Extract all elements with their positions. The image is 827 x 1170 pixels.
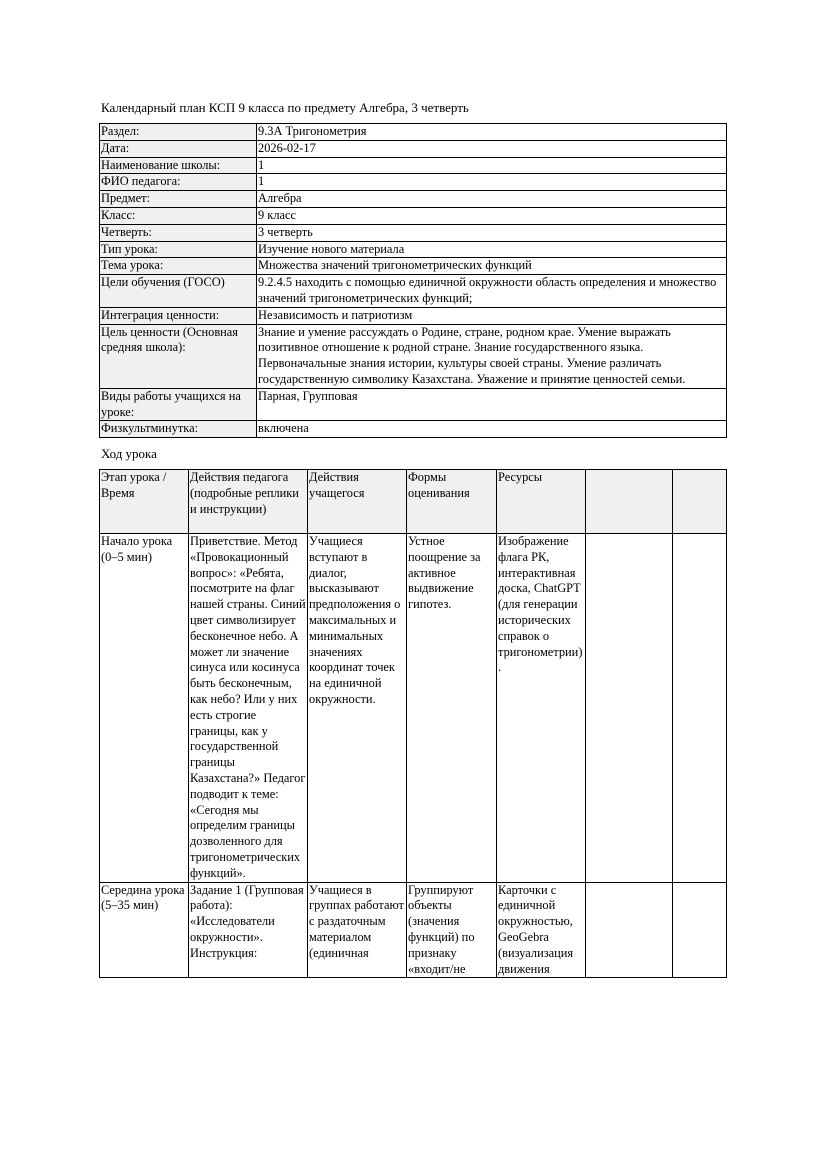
info-value: Независимость и патриотизм — [257, 307, 727, 324]
info-label: Интеграция ценности: — [100, 307, 257, 324]
teacher-cell: Задание 1 (Групповая работа): «Исследователи окружности». Инструкция: — [189, 882, 308, 978]
lesson-flow-table — [99, 469, 727, 978]
stage-cell: Середина урока (5–35 мин) — [100, 882, 189, 978]
info-label: ФИО педагога: — [100, 174, 257, 191]
info-label: Тема урока: — [100, 258, 257, 275]
page-title: Календарный план КСП 9 класса по предмету Алгебра, 3 четверть — [101, 100, 469, 115]
header-resources: Ресурсы — [497, 470, 586, 534]
resources-cell: Карточки с единичной окружностью, GeoGebra (визуализация движения — [497, 882, 586, 978]
assessment-cell: Группируют объекты (значения функций) по признаку «входит/не — [407, 882, 497, 978]
extra-cell — [586, 882, 673, 978]
info-value: 9 класс — [257, 207, 727, 224]
stage-cell: Начало урока (0–5 мин) — [100, 534, 189, 883]
info-value: Изучение нового материала — [257, 241, 727, 258]
info-value: Множества значений тригонометрических функций — [257, 258, 727, 275]
info-value: 3 четверть — [257, 224, 727, 241]
info-label: Дата: — [100, 140, 257, 157]
header-stage: Этап урока / Время — [100, 470, 189, 534]
info-label: Цели обучения (ГОСО) — [100, 275, 257, 308]
info-value: 9.3А Тригонометрия — [257, 124, 727, 141]
extra-cell — [673, 882, 727, 978]
info-value: 2026-02-17 — [257, 140, 727, 157]
assessment-cell: Устное поощрение за активное выдвижение гипотез. — [407, 534, 497, 883]
info-label: Четверть: — [100, 224, 257, 241]
info-value: Знание и умение рассуждать о Родине, стране, родном крае. Умение выражать позитивное отношение к родной стране. Знание государственного языка. Первоначальные знания истории, культуры своей страны. Умение различать государственную символику Казахстана. Уважение и принятие ценностей семьи. — [257, 324, 727, 388]
info-label: Виды работы учащихся на уроке: — [100, 388, 257, 421]
course-heading: Ход урока — [101, 446, 157, 461]
header-empty — [673, 470, 727, 534]
info-value: Алгебра — [257, 191, 727, 208]
students-cell: Учащиеся в группах работают с раздаточным материалом (единичная — [308, 882, 407, 978]
extra-cell — [673, 534, 727, 883]
info-label: Физкультминутка: — [100, 421, 257, 438]
table-row — [100, 882, 727, 978]
extra-cell — [586, 534, 673, 883]
info-value: включена — [257, 421, 727, 438]
header-empty — [586, 470, 673, 534]
info-label: Класс: — [100, 207, 257, 224]
resources-cell: Изображение флага РК, интерактивная доска, ChatGPT (для генерации исторических справок о тригонометрии). — [497, 534, 586, 883]
table-row — [100, 534, 727, 883]
info-label: Наименование школы: — [100, 157, 257, 174]
info-value: 1 — [257, 157, 727, 174]
info-value: 1 — [257, 174, 727, 191]
info-value: 9.2.4.5 находить с помощью единичной окружности область определения и множество значений тригонометрических функций; — [257, 275, 727, 308]
header-students: Действия учащегося — [308, 470, 407, 534]
info-label: Предмет: — [100, 191, 257, 208]
info-label: Тип урока: — [100, 241, 257, 258]
teacher-cell: Приветствие. Метод «Провокационный вопрос»: «Ребята, посмотрите на флаг нашей страны. Синий цвет символизирует бесконечное небо. А может ли значение синуса или косинуса быть бесконечным, как небо? Или у них есть строгие границы, как у государственной границы Казахстана?» Педагог подводит к теме: «Сегодня мы определим границы дозволенного для тригонометрических функций». — [189, 534, 308, 883]
header-assessment: Формы оценивания — [407, 470, 497, 534]
info-value: Парная, Групповая — [257, 388, 727, 421]
table-header-row — [100, 470, 727, 534]
info-label: Раздел: — [100, 124, 257, 141]
header-teacher: Действия педагога (подробные реплики и инструкции) — [189, 470, 308, 534]
students-cell: Учащиеся вступают в диалог, высказывают предположения о максимальных и минимальных значениях координат точек на единичной окружности. — [308, 534, 407, 883]
info-label: Цель ценности (Основная средняя школа): — [100, 324, 257, 388]
